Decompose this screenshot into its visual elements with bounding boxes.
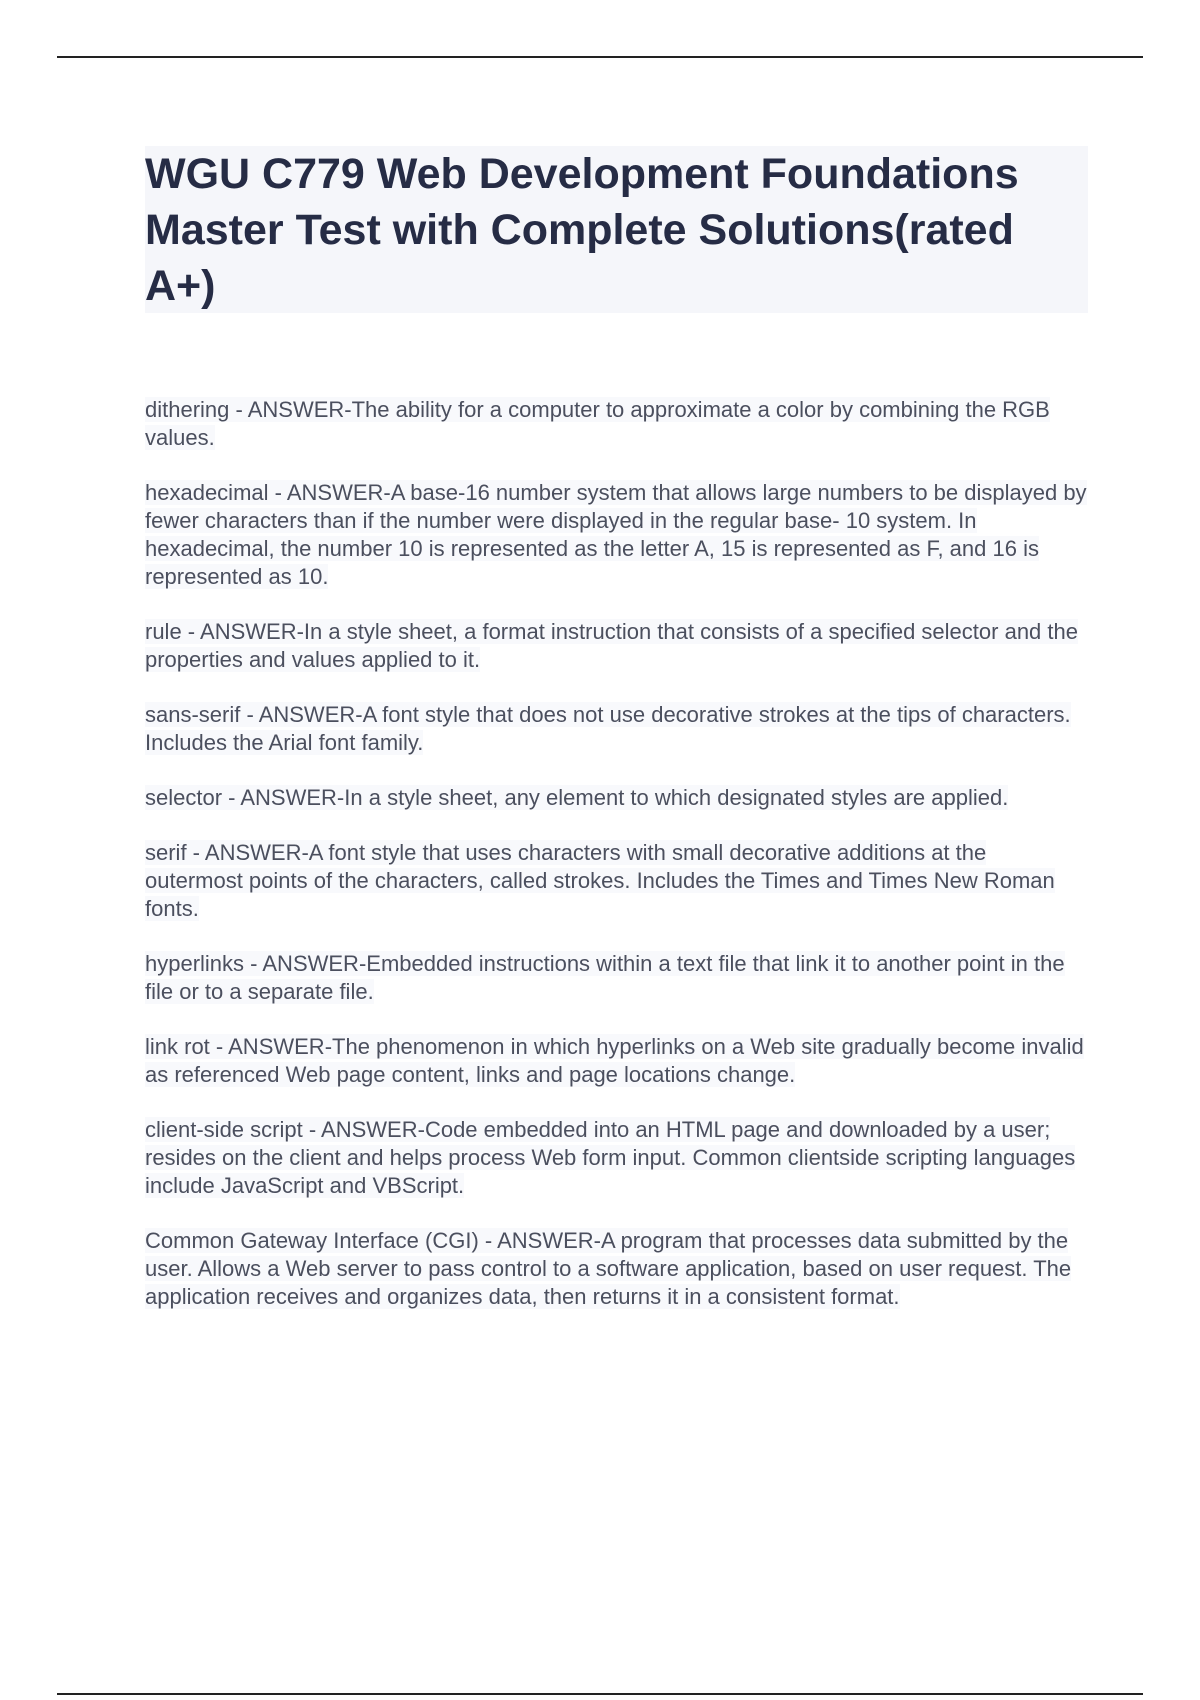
qa-entry <box>145 950 1090 1006</box>
title-box <box>145 146 1088 313</box>
qa-entry <box>145 701 1090 757</box>
qa-list <box>145 396 1090 1338</box>
qa-entry <box>145 396 1090 452</box>
qa-entry-text: rule - ANSWER-In a style sheet, a format instruction that consists of a specified selector and the properties and values applied to it. <box>145 619 1078 672</box>
qa-entry <box>145 1033 1090 1089</box>
qa-entry-text: dithering - ANSWER-The ability for a computer to approximate a color by combining the RGB values. <box>145 397 1050 450</box>
qa-entry-text: hexadecimal - ANSWER-A base-16 number system that allows large numbers to be displayed by fewer characters than if the number were displayed in the regular base- 10 system. In hexadecimal, the number 10 is represented as the letter A, 15 is represented as F, and 16 is represented as 10. <box>145 480 1087 589</box>
top-rule <box>57 56 1143 58</box>
bottom-rule <box>57 1693 1143 1695</box>
qa-entry-text: serif - ANSWER-A font style that uses characters with small decorative additions at the outermost points of the characters, called strokes. Includes the Times and Times New Roman fonts. <box>145 840 1055 921</box>
qa-entry-text: hyperlinks - ANSWER-Embedded instructions within a text file that link it to another point in the file or to a separate file. <box>145 951 1065 1004</box>
document-title: WGU C779 Web Development Foundations Master Test with Complete Solutions(rated A+) <box>145 150 1019 310</box>
qa-entry-text: client-side script - ANSWER-Code embedded into an HTML page and downloaded by a user; resides on the client and helps process Web form input. Common clientside scripting languages include JavaScript and VBScript. <box>145 1117 1076 1198</box>
qa-entry <box>145 1116 1090 1200</box>
qa-entry <box>145 479 1090 591</box>
qa-entry-text: link rot - ANSWER-The phenomenon in which hyperlinks on a Web site gradually become invalid as referenced Web page content, links and page locations change. <box>145 1034 1084 1087</box>
qa-entry <box>145 839 1090 923</box>
qa-entry-text: sans-serif - ANSWER-A font style that does not use decorative strokes at the tips of characters. Includes the Arial font family. <box>145 702 1071 755</box>
qa-entry-text: selector - ANSWER-In a style sheet, any element to which designated styles are applied. <box>145 785 1009 810</box>
qa-entry <box>145 784 1090 812</box>
qa-entry-text: Common Gateway Interface (CGI) - ANSWER-A program that processes data submitted by the user. Allows a Web server to pass control to a software application, based on user request. The application receives and organizes data, then returns it in a consistent format. <box>145 1228 1072 1309</box>
qa-entry <box>145 1227 1090 1311</box>
qa-entry <box>145 618 1090 674</box>
